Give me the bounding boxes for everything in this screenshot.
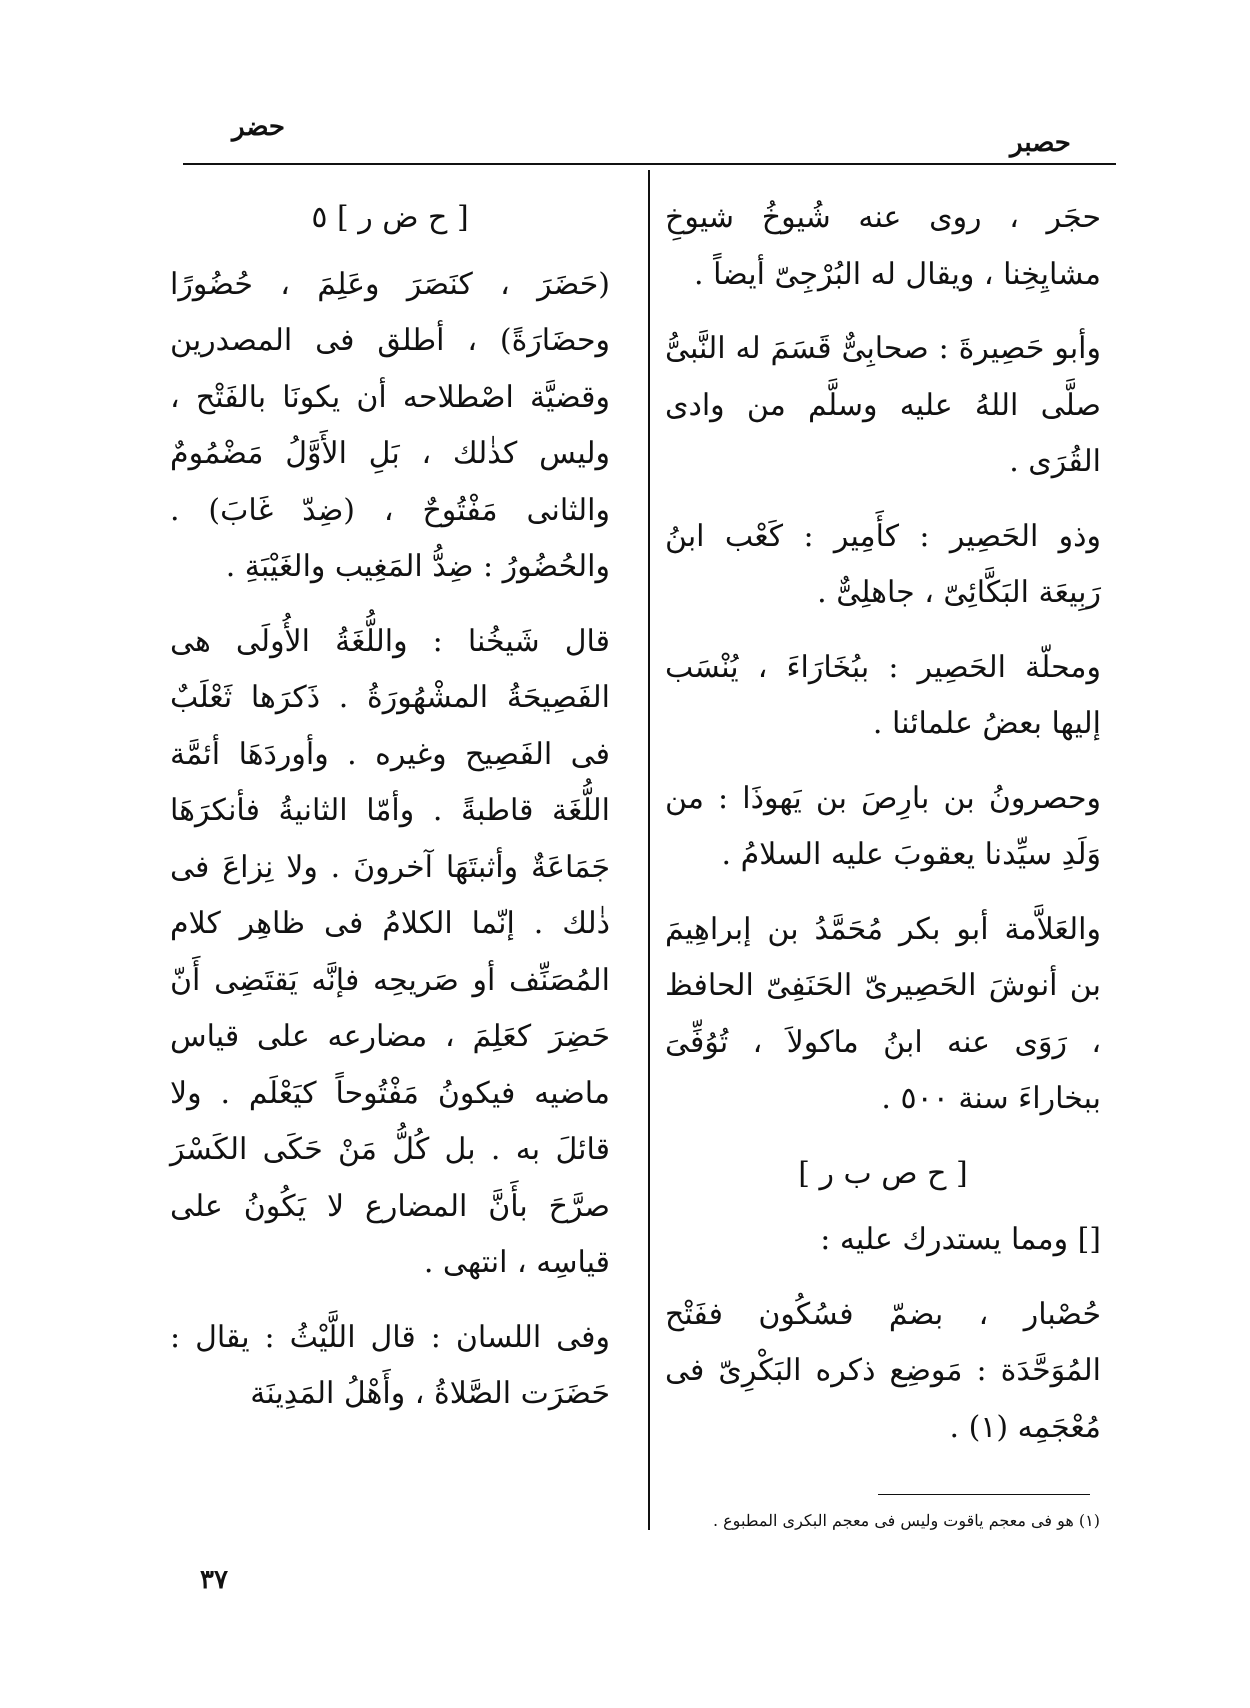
left-column — [170, 190, 610, 1441]
header-rule — [183, 163, 1116, 165]
running-header-right: حصبر — [1010, 128, 1071, 158]
paragraph: وأبو حَصِيرةَ : صحابِىٌّ قَسَمَ له النَّبىُّ صلَّى اللهُ عليه وسلَّم من وادى القُرَى . — [665, 331, 1101, 479]
entry-heading: [ ح ص ب ر ] — [798, 1155, 968, 1191]
paragraph: حجَر ، روى عنه شُيوخُ شيوخِ مشايِخِنا ، ويقال له البُرْجِىّ أيضاً . — [665, 200, 1101, 292]
running-header-left: حضر — [232, 112, 285, 142]
paragraph: والعَلاَّمة أبو بكر مُحَمَّدُ بن إبراهِيمَ بن أنوشَ الحَصِيرىّ الحَنَفِىّ الحافظ ، رَوَى عنه ابنُ ماكولاَ ، تُوُفِّىَ ببخاراءَ سنة ٥٠٠ . — [665, 911, 1101, 1116]
page-number: ٣٧ — [200, 1565, 228, 1595]
footnote: (١) هو فى معجم ياقوت وليس فى معجم البكرى المطبوع . — [712, 1511, 1100, 1530]
paragraph: (حَضَرَ ، كنَصَرَ وعَلِمَ ، حُضُورًا وحضَارَةً) ، أطلق فى المصدرين وقضيَّة اصْطلاحه أن يكونَا بالفَتْح ، وليس كذٰلك ، بَلِ الأَوَّلُ مَضْمُومٌ والثانى مَفْتُوحٌ ، (ضِدّ غَابَ) . والحُضُورُ : ضِدُّ المَغِيب والغَيْبَةِ . — [170, 266, 610, 584]
paragraph: حُصْبار ، بضمّ فسُكُون ففَتْح المُوَحَّدَة : مَوضِع ذكره البَكْرِىّ فى مُعْجَمِه (١) . — [665, 1296, 1101, 1445]
entry-heading: [ ح ض ر ] ٥ — [311, 200, 469, 235]
paragraph: وذو الحَصِير : كأَمِير : كَعْب ابنُ رَبِيعَة البَكَّائِىّ ، جاهلِىٌّ . — [665, 518, 1101, 610]
paragraph: ومحلّة الحَصِير : ببُخَارَاءَ ، يُنْسَب إليها بعضُ علمائنا . — [665, 649, 1101, 741]
footnote-rule — [878, 1494, 1090, 1495]
paragraph: وحصرونُ بن بارِصَ بن يَهوذَا : من وَلَدِ سيِّدنا يعقوبَ عليه السلامُ . — [665, 780, 1101, 872]
paragraph: قال شَيخُنا : واللُّغَةُ الأُولَى هى الفَصِيحَةُ المشْهُورَةُ . ذَكرَها ثَعْلَبٌ فى الفَصِيح وغيره . وأوردَهَا أئمَّة اللُّغَة قاطبةً . وأمّا الثانيةُ فأنكرَهَا جَمَاعَةٌ وأثبتَهَا آخرونَ . ولا نِزاعَ فى ذٰلك . إنّما الكلامُ فى ظاهِر كلام المُصَنِّف أو صَريحِه فإنَّه يَقتَضِى أَنّ حَضِرَ كعَلِمَ ، مضارعه على قياس ماضيه فيكونُ مَفْتُوحاً كيَعْلَم . ولا قائلَ به . بل كُلُّ مَنْ حَكَى الكَسْرَ صرَّحَ بأَنَّ المضارع لا يَكُونُ على قياسِه ، انتهى . — [170, 623, 610, 1280]
paragraph: [] ومما يستدرك عليه : — [820, 1222, 1101, 1257]
right-column — [665, 190, 1101, 1474]
column-divider — [648, 170, 650, 1530]
paragraph: وفى اللسان : قال اللَّيْثُ : يقال : حَضَرَت الصَّلاةُ ، وأَهْلُ المَدِينَة — [170, 1319, 610, 1411]
